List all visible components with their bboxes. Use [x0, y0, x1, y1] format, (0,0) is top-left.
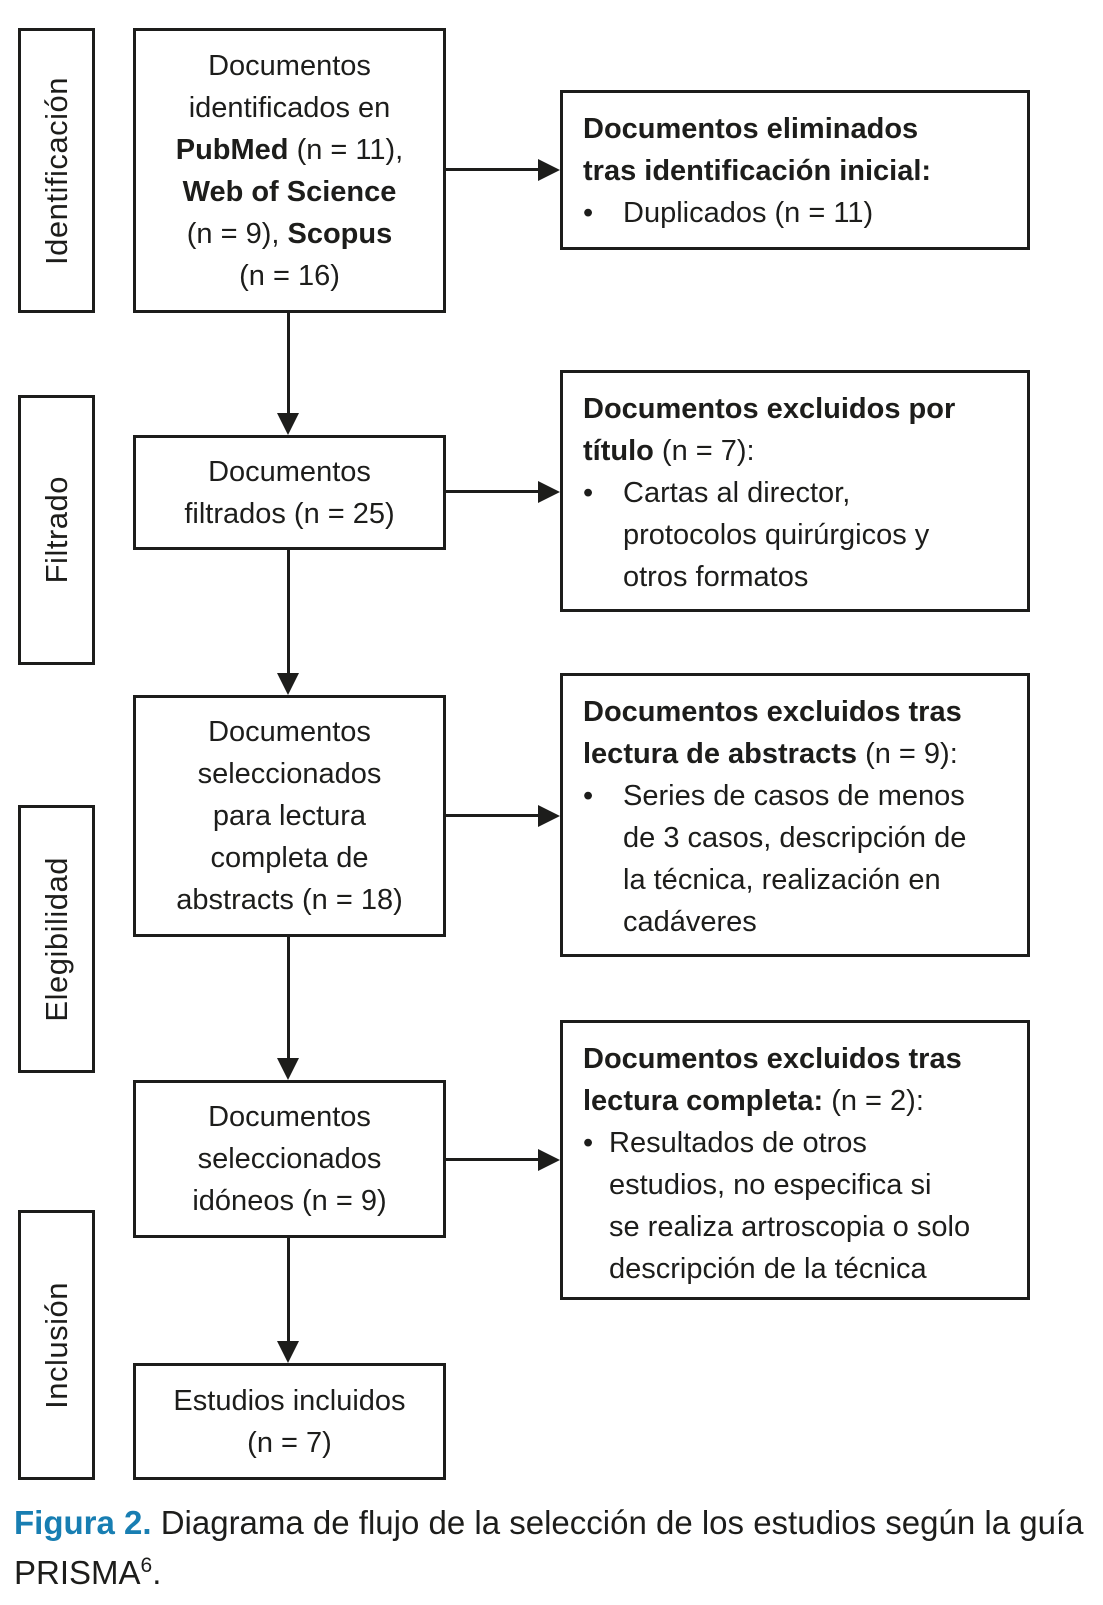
text-line: Documentos [208, 49, 371, 82]
exclusion-bullet [583, 1122, 1017, 1290]
text-line: Documentos [208, 455, 371, 488]
text-line: Documentos [208, 1101, 371, 1133]
text-line: (n = 9), Scopus [186, 217, 393, 250]
flow-box-abstract-reading [133, 695, 446, 937]
text-line: título (n = 7): [583, 435, 755, 467]
exclusion-title [583, 691, 1017, 775]
stage-label-text: Inclusión [38, 1281, 74, 1409]
text-line: abstracts (n = 18) [176, 884, 403, 916]
arrow-down-head-icon [277, 413, 299, 435]
exclusion-bullet-text [623, 472, 929, 598]
exclusion-bullet-text [623, 192, 873, 234]
stage-label-inclusion [18, 1210, 95, 1480]
stage-label-text: Elegibilidad [38, 856, 74, 1022]
exclusion-bullet [583, 192, 1017, 234]
stage-label-identification [18, 28, 95, 313]
flow-box-text [184, 451, 394, 535]
text-line: (n = 7) [247, 1426, 332, 1459]
text-line: otros formatos [623, 561, 809, 593]
arrow-right-head-icon [538, 159, 560, 181]
flow-box-eligible [133, 1080, 446, 1238]
figure-caption-period: . [152, 1554, 162, 1591]
arrow-down-line [287, 937, 290, 1058]
text-line: lectura de abstracts (n = 9): [583, 738, 958, 770]
text-line: Documentos excluidos tras [583, 696, 962, 728]
text-line: PubMed (n = 11), [175, 133, 404, 166]
exclusion-title [583, 1038, 1017, 1122]
text-line: lectura completa: (n = 2): [583, 1085, 924, 1117]
arrow-right-line [446, 1158, 538, 1161]
arrow-down-head-icon [277, 673, 299, 695]
exclusion-bullet-text [609, 1122, 970, 1290]
text-line: filtrados (n = 25) [184, 497, 395, 530]
text-line: Series de casos de menos [623, 780, 965, 812]
text-line: Cartas al director, [623, 477, 851, 509]
flow-box-screened [133, 435, 446, 550]
exclusion-box-after-fulltext [560, 1020, 1030, 1300]
flow-box-included [133, 1363, 446, 1480]
exclusion-title [583, 108, 1017, 192]
exclusion-box-by-title [560, 370, 1030, 612]
arrow-down-head-icon [277, 1058, 299, 1080]
flow-box-text [176, 711, 402, 921]
exclusion-box-after-abstracts [560, 673, 1030, 957]
text-line: Web of Science [182, 175, 397, 208]
text-line: protocolos quirúrgicos y [623, 519, 930, 551]
text-line: identificados en [188, 91, 391, 124]
text-line: se realiza artroscopia o solo [609, 1211, 971, 1243]
flow-box-text [176, 45, 404, 297]
text-line: idóneos (n = 9) [192, 1185, 387, 1217]
text-line: Estudios incluidos [173, 1384, 406, 1417]
arrow-down-line [287, 550, 290, 673]
text-line: seleccionados [197, 758, 382, 790]
text-line: tras identificación inicial: [583, 155, 932, 187]
bullet-glyph: • [583, 780, 594, 812]
exclusion-box-initial [560, 90, 1030, 250]
bullet-glyph: • [583, 197, 594, 229]
figure-caption-superscript: 6 [140, 1554, 153, 1577]
stage-label-eligibility [18, 805, 95, 1073]
arrow-down-line [287, 312, 290, 413]
text-line: de 3 casos, descripción de [623, 822, 967, 854]
bullet-glyph: • [583, 477, 594, 509]
text-line: cadáveres [623, 906, 757, 938]
text-line: completa de [210, 842, 369, 874]
figure-caption [14, 1498, 1092, 1598]
figure-caption-label: Figura 2. [14, 1504, 152, 1541]
figure-caption-text: Diagrama de flujo de la selección de los estudios según la guía PRISMA [14, 1504, 1084, 1591]
text-line: Documentos excluidos por [583, 393, 956, 425]
stage-label-screening [18, 395, 95, 665]
arrow-right-head-icon [538, 1149, 560, 1171]
exclusion-title [583, 388, 1017, 472]
bullet-glyph: • [583, 1127, 594, 1159]
text-line: estudios, no especifica si [609, 1169, 932, 1201]
stage-label-text: Filtrado [38, 476, 74, 584]
text-line: Documentos eliminados [583, 113, 919, 145]
text-line: para lectura [212, 800, 367, 832]
flow-box-text [192, 1096, 386, 1222]
stage-label-text: Identificación [38, 76, 74, 265]
exclusion-bullet [583, 472, 1017, 598]
arrow-down-head-icon [277, 1341, 299, 1363]
text-line: Documentos [208, 716, 371, 748]
flow-box-text [173, 1380, 405, 1464]
text-line: (n = 16) [239, 259, 340, 292]
text-line: descripción de la técnica [609, 1253, 927, 1285]
text-line: la técnica, realización en [623, 864, 941, 896]
arrow-right-line [446, 814, 538, 817]
arrow-right-head-icon [538, 481, 560, 503]
arrow-right-head-icon [538, 805, 560, 827]
flow-box-identified [133, 28, 446, 313]
exclusion-bullet [583, 775, 1017, 943]
arrow-down-line [287, 1238, 290, 1341]
text-line: Documentos excluidos tras [583, 1043, 962, 1075]
text-line: seleccionados [197, 1143, 382, 1175]
arrow-right-line [446, 168, 538, 171]
arrow-right-line [446, 490, 538, 493]
text-line: Resultados de otros [609, 1127, 867, 1159]
text-line: Duplicados (n = 11) [623, 197, 874, 229]
exclusion-bullet-text [623, 775, 966, 943]
